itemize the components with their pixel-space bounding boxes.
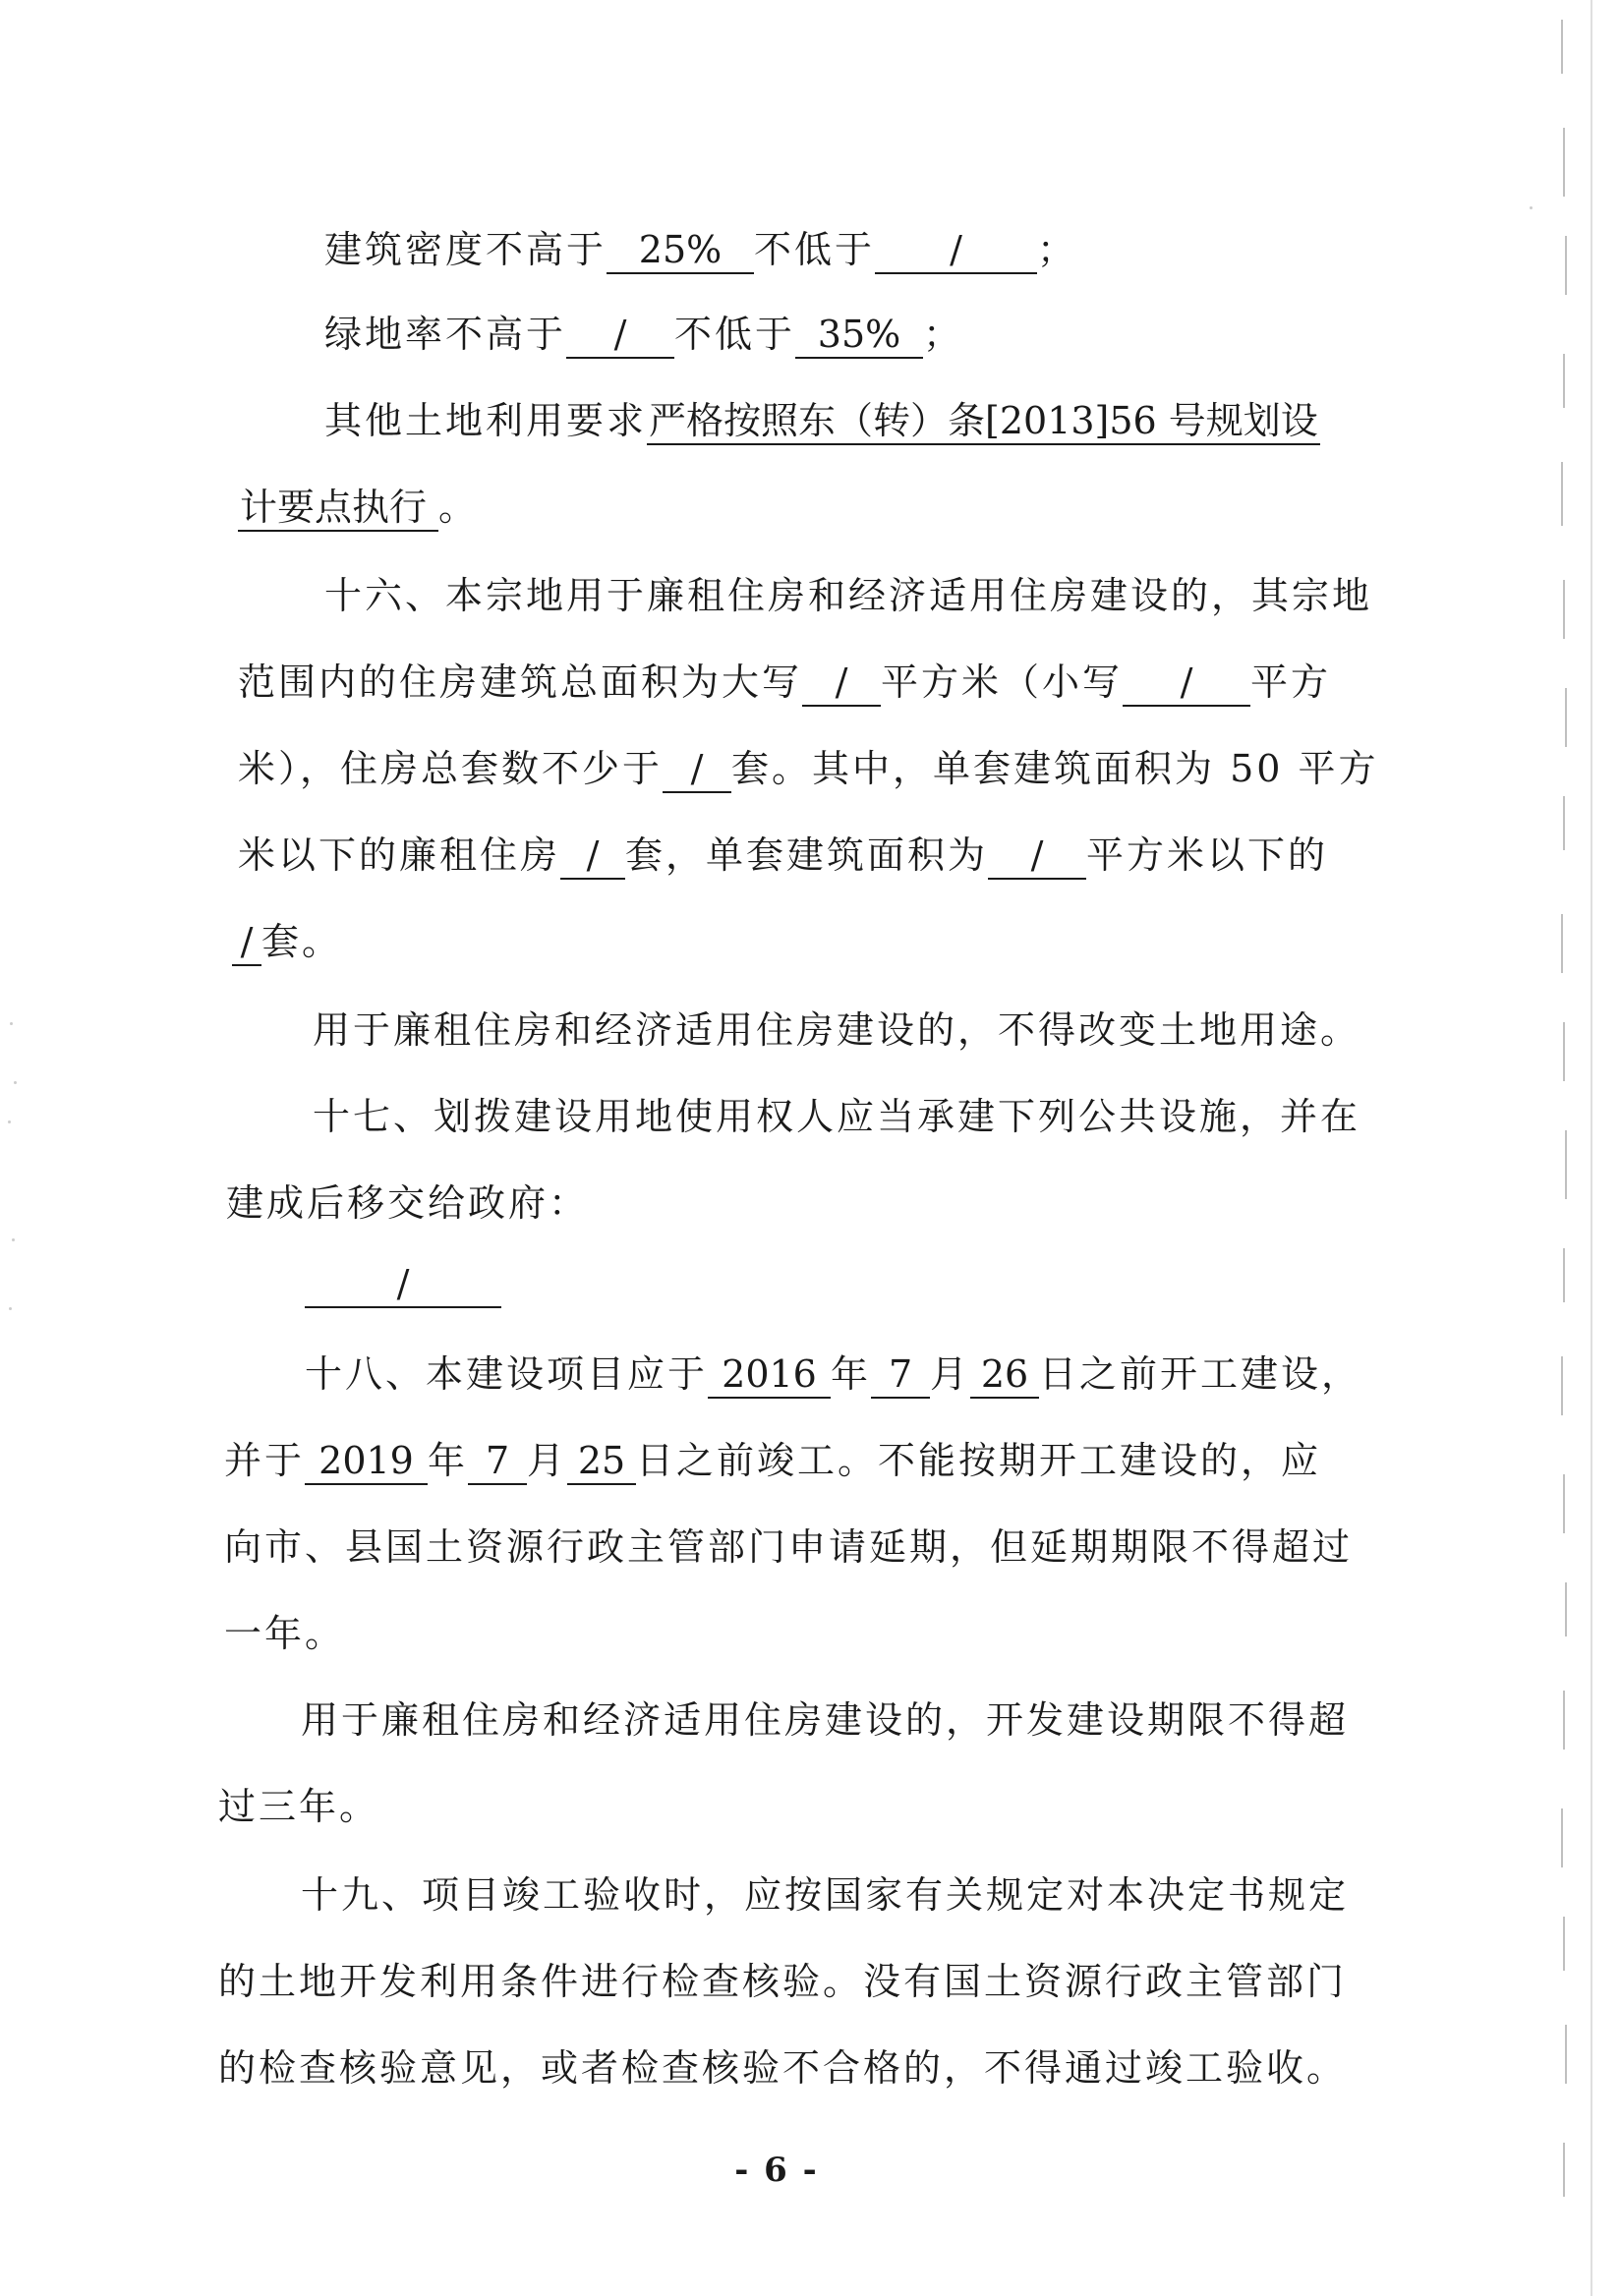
p17-text-2: 建成后移交给政府： (226, 1181, 590, 1225)
scan-speck (9, 1307, 12, 1310)
p18-text-4: 一年。 (224, 1612, 346, 1655)
p18-line-3 (224, 1521, 1353, 1573)
other-requirements-line-1 (324, 395, 1320, 446)
binding-mark (1563, 1474, 1571, 1533)
binding-mark (1563, 580, 1571, 639)
binding-mark (1565, 1582, 1573, 1636)
p16-text-4a: 米以下的廉租住房 (238, 833, 561, 877)
density-max-value: 25% (607, 227, 754, 274)
green-end: ； (923, 313, 964, 356)
p16-text-4b: 套，单套建筑面积为 (625, 833, 989, 877)
p18-start-year: 2016 (708, 1351, 831, 1399)
binding-mark (1563, 1022, 1571, 1081)
binding-mark (1561, 1808, 1569, 1867)
p19-text-1: 十九、项目竣工验收时，应按国家有关规定对本决定书规定 (301, 1873, 1350, 1917)
binding-mark (1563, 128, 1571, 197)
p16-text-2b: 平方米（小写 (881, 660, 1124, 704)
p16-total-units: / (663, 746, 731, 793)
other-prefix: 其他土地利用要求 (324, 399, 648, 442)
binding-mark (1565, 688, 1573, 747)
p18-year-label-1: 年 (831, 1352, 872, 1396)
p18-end-day: 25 (567, 1438, 636, 1485)
p18-year-label-2: 年 (428, 1439, 469, 1482)
p18-note-line-2 (218, 1781, 379, 1832)
p17-text-1: 十七、划拨建设用地使用权人应当承建下列公共设施，并在 (313, 1095, 1361, 1138)
p16-line-2 (238, 657, 1331, 708)
p19-line-1 (301, 1869, 1349, 1921)
p18-text-2b: 日之前竣工。不能按期开工建设的，应 (636, 1439, 1322, 1482)
scan-speck (8, 1120, 11, 1123)
scan-speck (12, 1238, 15, 1241)
density-line (324, 224, 1077, 275)
p18-note-text-1: 用于廉租住房和经济适用住房建设的，开发建设期限不得超 (301, 1698, 1350, 1742)
binding-mark (1563, 796, 1571, 850)
density-min-value: / (875, 227, 1037, 274)
other-end: 。 (438, 486, 480, 529)
p18-start-month: 7 (871, 1351, 930, 1399)
p16-area-upper: / (802, 660, 881, 707)
p17-facilities-value: / (305, 1261, 501, 1308)
p18-note-line-1 (301, 1694, 1349, 1746)
other-value-line-2: 计要点执行 (238, 485, 438, 532)
p16-line-1 (324, 570, 1372, 621)
p19-text-2: 的土地开发利用条件进行检查核验。没有国土资源行政主管部门 (218, 1960, 1348, 2003)
green-ratio-line (324, 309, 963, 360)
p17-line-1 (313, 1091, 1360, 1142)
density-end: ； (1037, 228, 1078, 271)
binding-mark (1565, 2025, 1573, 2084)
binding-mark (1563, 2143, 1571, 2197)
p16-text-2a: 范围内的住房建筑总面积为大写 (238, 660, 803, 704)
scan-speck (10, 1022, 13, 1025)
p16-text-2c: 平方 (1250, 660, 1332, 704)
p16-text-4c: 平方米以下的 (1086, 833, 1329, 877)
p16-text-3b: 套。其中，单套建筑面积为 50 平方 (731, 747, 1379, 790)
density-prefix: 建筑密度不高于 (324, 228, 608, 271)
other-requirements-line-2 (238, 482, 479, 533)
p19-line-3 (218, 2042, 1347, 2094)
p16-line-5 (232, 916, 342, 967)
p18-text-1b: 日之前开工建设， (1039, 1352, 1362, 1396)
scan-speck (1530, 206, 1533, 209)
binding-mark (1565, 1130, 1573, 1199)
binding-mark (1563, 1691, 1571, 1750)
p16-text-3a: 米），住房总套数不少于 (238, 747, 664, 790)
binding-mark (1563, 1248, 1571, 1302)
binding-mark (1561, 20, 1569, 74)
p18-line-2 (224, 1435, 1321, 1486)
p18-line-4 (224, 1608, 345, 1659)
p18-text-2a: 并于 (224, 1439, 306, 1482)
p18-start-day: 26 (970, 1351, 1039, 1399)
p19-text-3: 的检查核验意见，或者检查核验不合格的，不得通过竣工验收。 (218, 2046, 1348, 2090)
p16-note (313, 1004, 1360, 1056)
scan-speck (14, 1081, 17, 1084)
green-mid: 不低于 (674, 313, 796, 356)
p16-area-lower: / (1123, 660, 1250, 707)
binding-mark (1561, 462, 1569, 526)
binding-mark (1561, 914, 1569, 973)
p16-line-3 (238, 743, 1379, 794)
other-value-line-1: 严格按照东（转）条[2013]56 号规划设 (647, 398, 1320, 445)
binding-mark (1563, 354, 1571, 408)
green-prefix: 绿地率不高于 (324, 313, 567, 356)
p17-line-2 (226, 1177, 589, 1229)
p18-note-text-2: 过三年。 (218, 1785, 380, 1828)
p16-unit-area: / (988, 832, 1086, 880)
p16-text-1: 十六、本宗地用于廉租住房和经济适用住房建设的，其宗地 (324, 574, 1373, 617)
page-number: - 6 - (734, 2151, 819, 2190)
p16-other-units: / (232, 919, 261, 966)
p19-line-2 (218, 1956, 1347, 2007)
p16-line-4 (238, 830, 1328, 881)
p18-line-1 (305, 1349, 1361, 1400)
density-mid: 不低于 (754, 228, 876, 271)
p18-text-1a: 十八、本建设项目应于 (305, 1352, 709, 1396)
p17-facilities-line (305, 1258, 501, 1309)
p18-month-label-1: 月 (930, 1352, 971, 1396)
p18-text-3: 向市、县国土资源行政主管部门申请延期，但延期期限不得超过 (224, 1525, 1354, 1569)
binding-mark (1565, 236, 1573, 295)
p16-lowrent-units: / (560, 832, 625, 880)
binding-mark (1563, 1917, 1571, 1971)
p18-end-month: 7 (468, 1438, 527, 1485)
green-max-value: / (566, 312, 674, 359)
p16-note-text: 用于廉租住房和经济适用住房建设的，不得改变土地用途。 (313, 1008, 1361, 1052)
p18-end-year: 2019 (305, 1438, 428, 1485)
green-min-value: 35% (795, 312, 923, 359)
binding-mark (1561, 1356, 1569, 1415)
p18-month-label-2: 月 (527, 1439, 568, 1482)
p16-text-5b: 套。 (261, 920, 343, 963)
binding-edge-line (1591, 0, 1592, 2296)
